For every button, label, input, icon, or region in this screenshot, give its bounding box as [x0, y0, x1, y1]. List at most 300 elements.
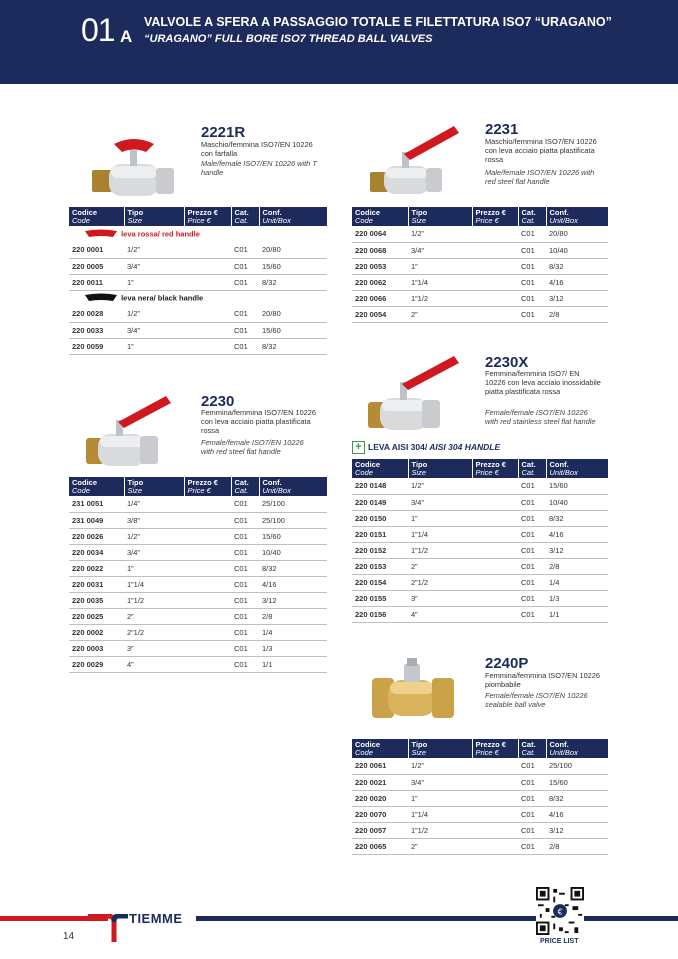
cell-size: 2”1/2: [408, 574, 472, 590]
table-row: [352, 838, 608, 854]
cell-code: 220 0057: [352, 822, 408, 838]
section-letter: A: [120, 27, 133, 46]
cell-code: 220 0154: [352, 574, 408, 590]
page-title-italian: VALVOLE A SFERA A PASSAGGIO TOTALE E FILETTATURA ISO7 “URAGANO”: [144, 15, 612, 29]
header-label-en: Unit/Box: [262, 486, 291, 495]
product-description-en: Female/female ISO7/EN 10226 with red stainless steel flat handle: [485, 408, 596, 426]
cell-cat: C01: [518, 558, 546, 574]
qr-code-icon[interactable]: [536, 887, 584, 935]
cell-code: 220 0062: [352, 274, 408, 290]
svg-text:€: €: [557, 906, 563, 917]
cell-price: [184, 640, 231, 656]
table-row: [69, 242, 327, 258]
column-header-code: [69, 477, 124, 496]
table-row: [352, 306, 608, 322]
cell-cat: C01: [231, 258, 259, 274]
cell-size: 4”: [408, 606, 472, 622]
cell-size: 3/4”: [124, 322, 184, 338]
header-label-it: Prezzo €: [475, 740, 506, 749]
cell-unit-box: 3/12: [546, 290, 608, 306]
ball-valve-stainless-handle-image: [364, 350, 464, 434]
cell-unit-box: 4/16: [546, 526, 608, 542]
cell-price: [472, 274, 518, 290]
cell-cat: C01: [231, 544, 259, 560]
cell-unit-box: 4/16: [546, 274, 608, 290]
cell-price: [472, 306, 518, 322]
cell-unit-box: 8/32: [259, 560, 327, 576]
cell-unit-box: 3/12: [259, 592, 327, 608]
cell-cat: C01: [231, 306, 259, 322]
header-label-en: Cat.: [521, 468, 536, 477]
cell-size: 1/2”: [408, 758, 472, 774]
header-label-it: Tipo: [127, 208, 144, 217]
header-label-it: Tipo: [127, 478, 144, 487]
header-label-it: Codice: [355, 208, 381, 217]
cell-unit-box: 1/3: [259, 640, 327, 656]
plus-square-icon: +: [352, 441, 365, 454]
column-header-price: [184, 207, 231, 226]
cell-size: 1”1/2: [124, 592, 184, 608]
cell-code: 220 0148: [352, 478, 408, 494]
page-title-english: “URAGANO” FULL BORE ISO7 THREAD BALL VALVES: [144, 33, 433, 45]
product-description-en: Male/female ISO7/EN 10226 with T handle: [201, 159, 317, 177]
header-label-it: Tipo: [411, 740, 428, 749]
cell-price: [184, 560, 231, 576]
cell-cat: C01: [231, 496, 259, 512]
header-label-en: Price €: [475, 216, 499, 225]
cell-unit-box: 25/100: [259, 496, 327, 512]
cell-cat: C01: [518, 542, 546, 558]
cell-code: 220 0033: [69, 322, 124, 338]
header-label-en: Price €: [475, 748, 499, 757]
group-row-black-handle: [69, 290, 327, 306]
table-row: [352, 590, 608, 606]
cell-cat: C01: [518, 274, 546, 290]
product-description-it: Femmina/femmina ISO7/EN 10226 piombabile: [485, 671, 601, 689]
header-label-it: Codice: [355, 460, 381, 469]
cell-size: 3/4”: [408, 242, 472, 258]
cell-price: [472, 558, 518, 574]
cell-price: [184, 306, 231, 322]
product-table-2231: [352, 207, 608, 323]
table-row: [352, 494, 608, 510]
cell-code: 220 0026: [69, 528, 124, 544]
table-row: [69, 608, 327, 624]
table-row: [352, 274, 608, 290]
header-label-en: Unit/Box: [549, 468, 578, 477]
header-label-it: Prezzo €: [475, 208, 506, 217]
cell-code: 231 0049: [69, 512, 124, 528]
header-label-it: Prezzo €: [187, 478, 218, 487]
cell-unit-box: 8/32: [546, 258, 608, 274]
cell-cat: C01: [518, 226, 546, 242]
header-label-en: Unit/Box: [549, 216, 578, 225]
cell-price: [184, 258, 231, 274]
cell-price: [472, 290, 518, 306]
cell-unit-box: 20/80: [546, 226, 608, 242]
header-label-it: Cat.: [521, 208, 536, 217]
cell-price: [472, 790, 518, 806]
cell-unit-box: 15/60: [259, 528, 327, 544]
cell-cat: C01: [518, 806, 546, 822]
cell-unit-box: 25/100: [259, 512, 327, 528]
cell-code: 220 0068: [352, 242, 408, 258]
cell-unit-box: 10/40: [546, 242, 608, 258]
table-row: [69, 512, 327, 528]
cell-cat: C01: [518, 494, 546, 510]
header-label-en: Cat.: [521, 748, 536, 757]
column-header-size: [124, 207, 184, 226]
product-code: 2230X: [485, 354, 529, 371]
cell-unit-box: 1/4: [546, 574, 608, 590]
cell-size: 1/2”: [408, 478, 472, 494]
cell-size: 1”: [408, 258, 472, 274]
cell-price: [184, 528, 231, 544]
group-row-red-handle: [69, 226, 327, 242]
table-row: [69, 528, 327, 544]
table-row: [352, 226, 608, 242]
cell-size: 2”: [124, 608, 184, 624]
aisi-label-en: AISI 304 HANDLE: [427, 441, 501, 452]
cell-size: 1”1/2: [408, 290, 472, 306]
page-header: [0, 0, 678, 84]
cell-code: 220 0054: [352, 306, 408, 322]
column-header-code: [352, 207, 408, 226]
cell-price: [472, 774, 518, 790]
cell-cat: C01: [518, 790, 546, 806]
butterfly-handle-black-icon: [83, 293, 119, 304]
cell-code: 220 0034: [69, 544, 124, 560]
column-header-size: [408, 739, 472, 758]
cell-size: 4”: [124, 656, 184, 672]
cell-cat: C01: [231, 592, 259, 608]
cell-code: 220 0151: [352, 526, 408, 542]
cell-code: 220 0070: [352, 806, 408, 822]
cell-unit-box: 2/8: [259, 608, 327, 624]
cell-code: 220 0066: [352, 290, 408, 306]
column-header-cat: [518, 459, 546, 478]
cell-price: [472, 494, 518, 510]
cell-cat: C01: [231, 242, 259, 258]
cell-code: 220 0156: [352, 606, 408, 622]
cell-unit-box: 4/16: [259, 576, 327, 592]
group-label: leva nera/ black handle: [121, 293, 204, 303]
cell-price: [184, 656, 231, 672]
table-row: [69, 592, 327, 608]
table-row: [352, 558, 608, 574]
cell-price: [184, 576, 231, 592]
header-label-it: Conf.: [549, 740, 569, 749]
header-label-it: Cat.: [234, 478, 249, 487]
cell-code: 220 0031: [69, 576, 124, 592]
cell-size: 3”: [408, 590, 472, 606]
cell-code: 220 0029: [69, 656, 124, 672]
column-header-price: [472, 207, 518, 226]
header-label-it: Tipo: [411, 208, 428, 217]
table-row: [352, 510, 608, 526]
header-label-en: Code: [72, 486, 90, 495]
header-label-en: Unit/Box: [549, 748, 578, 757]
table-row: [69, 656, 327, 672]
header-label-en: Size: [127, 216, 143, 225]
cell-code: 220 0061: [352, 758, 408, 774]
cell-unit-box: 15/60: [546, 774, 608, 790]
cell-code: 220 0065: [352, 838, 408, 854]
table-row: [352, 526, 608, 542]
cell-code: 220 0025: [69, 608, 124, 624]
cell-unit-box: 1/1: [259, 656, 327, 672]
cell-unit-box: 8/32: [546, 510, 608, 526]
cell-size: 1/2”: [124, 306, 184, 322]
cell-cat: C01: [518, 590, 546, 606]
header-label-en: Code: [355, 468, 373, 477]
product-code: 2230: [201, 393, 235, 410]
cell-code: 220 0155: [352, 590, 408, 606]
cell-price: [472, 542, 518, 558]
cell-code: 220 0005: [69, 258, 124, 274]
cell-size: 1”1/4: [408, 526, 472, 542]
cell-cat: C01: [231, 560, 259, 576]
product-code: 2221R: [201, 124, 246, 141]
cell-cat: C01: [231, 608, 259, 624]
cell-cat: C01: [231, 528, 259, 544]
column-header-unit-box: [259, 477, 327, 496]
cell-code: 220 0064: [352, 226, 408, 242]
column-header-price: [472, 459, 518, 478]
table-row: [352, 606, 608, 622]
cell-price: [184, 496, 231, 512]
header-label-en: Cat.: [234, 486, 249, 495]
cell-size: 1/2”: [408, 226, 472, 242]
column-header-size: [408, 459, 472, 478]
cell-size: 1/2”: [124, 242, 184, 258]
table-row: [352, 258, 608, 274]
table-row: [352, 242, 608, 258]
header-label-it: Conf.: [549, 208, 569, 217]
ball-valve-flat-handle-image: [364, 122, 464, 198]
butterfly-handle-red-icon: [83, 229, 119, 240]
product-table-2230: [69, 477, 327, 673]
cell-price: [472, 606, 518, 622]
table-row: [69, 624, 327, 640]
cell-price: [472, 838, 518, 854]
ball-valve-sealable-image: [368, 654, 460, 728]
table-row: [69, 640, 327, 656]
cell-size: 2”: [408, 558, 472, 574]
cell-size: 2”: [408, 306, 472, 322]
header-label-it: Cat.: [521, 740, 536, 749]
table-row: [69, 258, 327, 274]
cell-unit-box: 8/32: [259, 274, 327, 290]
cell-code: 220 0003: [69, 640, 124, 656]
cell-unit-box: 4/16: [546, 806, 608, 822]
cell-size: 3/4”: [408, 774, 472, 790]
cell-cat: C01: [518, 242, 546, 258]
column-header-code: [352, 739, 408, 758]
table-row: [352, 790, 608, 806]
header-label-it: Codice: [355, 740, 381, 749]
table-row: [69, 306, 327, 322]
cell-cat: C01: [518, 774, 546, 790]
cell-unit-box: 15/60: [546, 478, 608, 494]
cell-price: [472, 478, 518, 494]
aisi-handle-note: [352, 441, 500, 454]
cell-price: [184, 592, 231, 608]
table-row: [69, 338, 327, 354]
cell-code: 220 0152: [352, 542, 408, 558]
header-label-it: Conf.: [262, 478, 282, 487]
cell-unit-box: 1/4: [259, 624, 327, 640]
cell-code: 220 0020: [352, 790, 408, 806]
ball-valve-t-handle-image: [84, 130, 180, 202]
cell-cat: C01: [231, 640, 259, 656]
header-label-en: Size: [411, 216, 427, 225]
table-row: [352, 574, 608, 590]
product-table-2221R: [69, 207, 327, 355]
cell-size: 1”: [124, 560, 184, 576]
product-code: 2240P: [485, 655, 529, 672]
cell-cat: C01: [518, 258, 546, 274]
cell-unit-box: 2/8: [546, 306, 608, 322]
cell-price: [472, 806, 518, 822]
table-row: [69, 496, 327, 512]
cell-size: 2”1/2: [124, 624, 184, 640]
cell-size: 1”: [408, 510, 472, 526]
cell-size: 1/2”: [124, 528, 184, 544]
cell-unit-box: 8/32: [546, 790, 608, 806]
cell-price: [472, 242, 518, 258]
column-header-unit-box: [546, 739, 608, 758]
header-label-en: Code: [72, 216, 90, 225]
product-description-en: Female/female ISO7/EN 10226 with red steel flat handle: [201, 438, 304, 456]
cell-price: [472, 526, 518, 542]
cell-price: [472, 822, 518, 838]
cell-size: 3/4”: [124, 258, 184, 274]
cell-unit-box: 8/32: [259, 338, 327, 354]
cell-cat: C01: [231, 274, 259, 290]
cell-cat: C01: [518, 574, 546, 590]
cell-price: [184, 608, 231, 624]
cell-unit-box: 20/80: [259, 306, 327, 322]
cell-cat: C01: [231, 338, 259, 354]
cell-unit-box: 1/3: [546, 590, 608, 606]
column-header-code: [352, 459, 408, 478]
header-label-it: Cat.: [521, 460, 536, 469]
column-header-size: [408, 207, 472, 226]
cell-size: 1/4”: [124, 496, 184, 512]
cell-unit-box: 25/100: [546, 758, 608, 774]
aisi-label-it: LEVA AISI 304/: [368, 441, 428, 452]
cell-price: [184, 544, 231, 560]
product-description-en: Female/female ISO7/EN 10226 sealable ball valve: [485, 691, 588, 709]
cell-cat: C01: [518, 758, 546, 774]
product-description-it: Femmina/femmina ISO7/EN 10226 con leva acciaio piatta plastificata rossa: [201, 408, 317, 435]
cell-price: [184, 274, 231, 290]
table-row: [352, 478, 608, 494]
cell-unit-box: 15/60: [259, 258, 327, 274]
product-description-it: Femmina/femmina ISO7/ EN 10226 con leva acciaio inossidabile piatta plastificata rossa: [485, 369, 601, 396]
cell-unit-box: 2/8: [546, 838, 608, 854]
cell-size: 3”: [124, 640, 184, 656]
cell-code: 220 0011: [69, 274, 124, 290]
cell-cat: C01: [518, 606, 546, 622]
table-row: [352, 290, 608, 306]
cell-cat: C01: [518, 306, 546, 322]
column-header-cat: [231, 477, 259, 496]
table-row: [352, 774, 608, 790]
cell-cat: C01: [518, 510, 546, 526]
cell-cat: C01: [231, 576, 259, 592]
table-row: [69, 560, 327, 576]
header-label-en: Size: [411, 468, 427, 477]
ball-valve-flat-handle-female-image: [80, 388, 176, 472]
table-row: [352, 542, 608, 558]
cell-price: [472, 226, 518, 242]
header-label-it: Cat.: [234, 208, 249, 217]
cell-code: 220 0035: [69, 592, 124, 608]
product-table-2240P: [352, 739, 608, 855]
cell-price: [184, 338, 231, 354]
column-header-unit-box: [259, 207, 327, 226]
table-row: [352, 806, 608, 822]
cell-size: 1”1/2: [408, 822, 472, 838]
cell-size: 1”1/2: [408, 542, 472, 558]
cell-code: 220 0153: [352, 558, 408, 574]
cell-size: 1”1/4: [408, 806, 472, 822]
header-label-it: Codice: [72, 208, 98, 217]
cell-code: 220 0028: [69, 306, 124, 322]
cell-unit-box: 10/40: [259, 544, 327, 560]
cell-cat: C01: [518, 838, 546, 854]
cell-price: [472, 510, 518, 526]
table-row: [69, 576, 327, 592]
header-label-en: Price €: [187, 216, 211, 225]
column-header-code: [69, 207, 124, 226]
cell-unit-box: 3/12: [546, 542, 608, 558]
cell-price: [184, 242, 231, 258]
brand-logo: TIEMME: [129, 911, 183, 926]
table-row: [69, 322, 327, 338]
cell-price: [472, 258, 518, 274]
product-table-2230X: [352, 459, 608, 623]
cell-cat: C01: [231, 656, 259, 672]
cell-cat: C01: [518, 290, 546, 306]
column-header-price: [472, 739, 518, 758]
cell-code: 220 0149: [352, 494, 408, 510]
product-description-it: Maschio/femmina ISO7/EN 10226 con farfalla: [201, 140, 313, 158]
brand-logo-mark: [88, 914, 128, 944]
cell-cat: C01: [231, 624, 259, 640]
cell-code: 220 0021: [352, 774, 408, 790]
cell-cat: C01: [518, 822, 546, 838]
cell-code: 220 0150: [352, 510, 408, 526]
table-row: [69, 544, 327, 560]
header-label-en: Cat.: [234, 216, 249, 225]
footer-line-blue: [196, 916, 678, 921]
header-label-en: Price €: [187, 486, 211, 495]
table-row: [352, 758, 608, 774]
cell-cat: C01: [231, 512, 259, 528]
cell-cat: C01: [231, 322, 259, 338]
cell-size: 1”: [408, 790, 472, 806]
cell-unit-box: 3/12: [546, 822, 608, 838]
cell-size: 1”1/4: [124, 576, 184, 592]
cell-size: 1”: [124, 338, 184, 354]
header-label-en: Cat.: [521, 216, 536, 225]
cell-size: 3/4”: [408, 494, 472, 510]
section-number: 01: [81, 12, 115, 48]
column-header-cat: [518, 207, 546, 226]
